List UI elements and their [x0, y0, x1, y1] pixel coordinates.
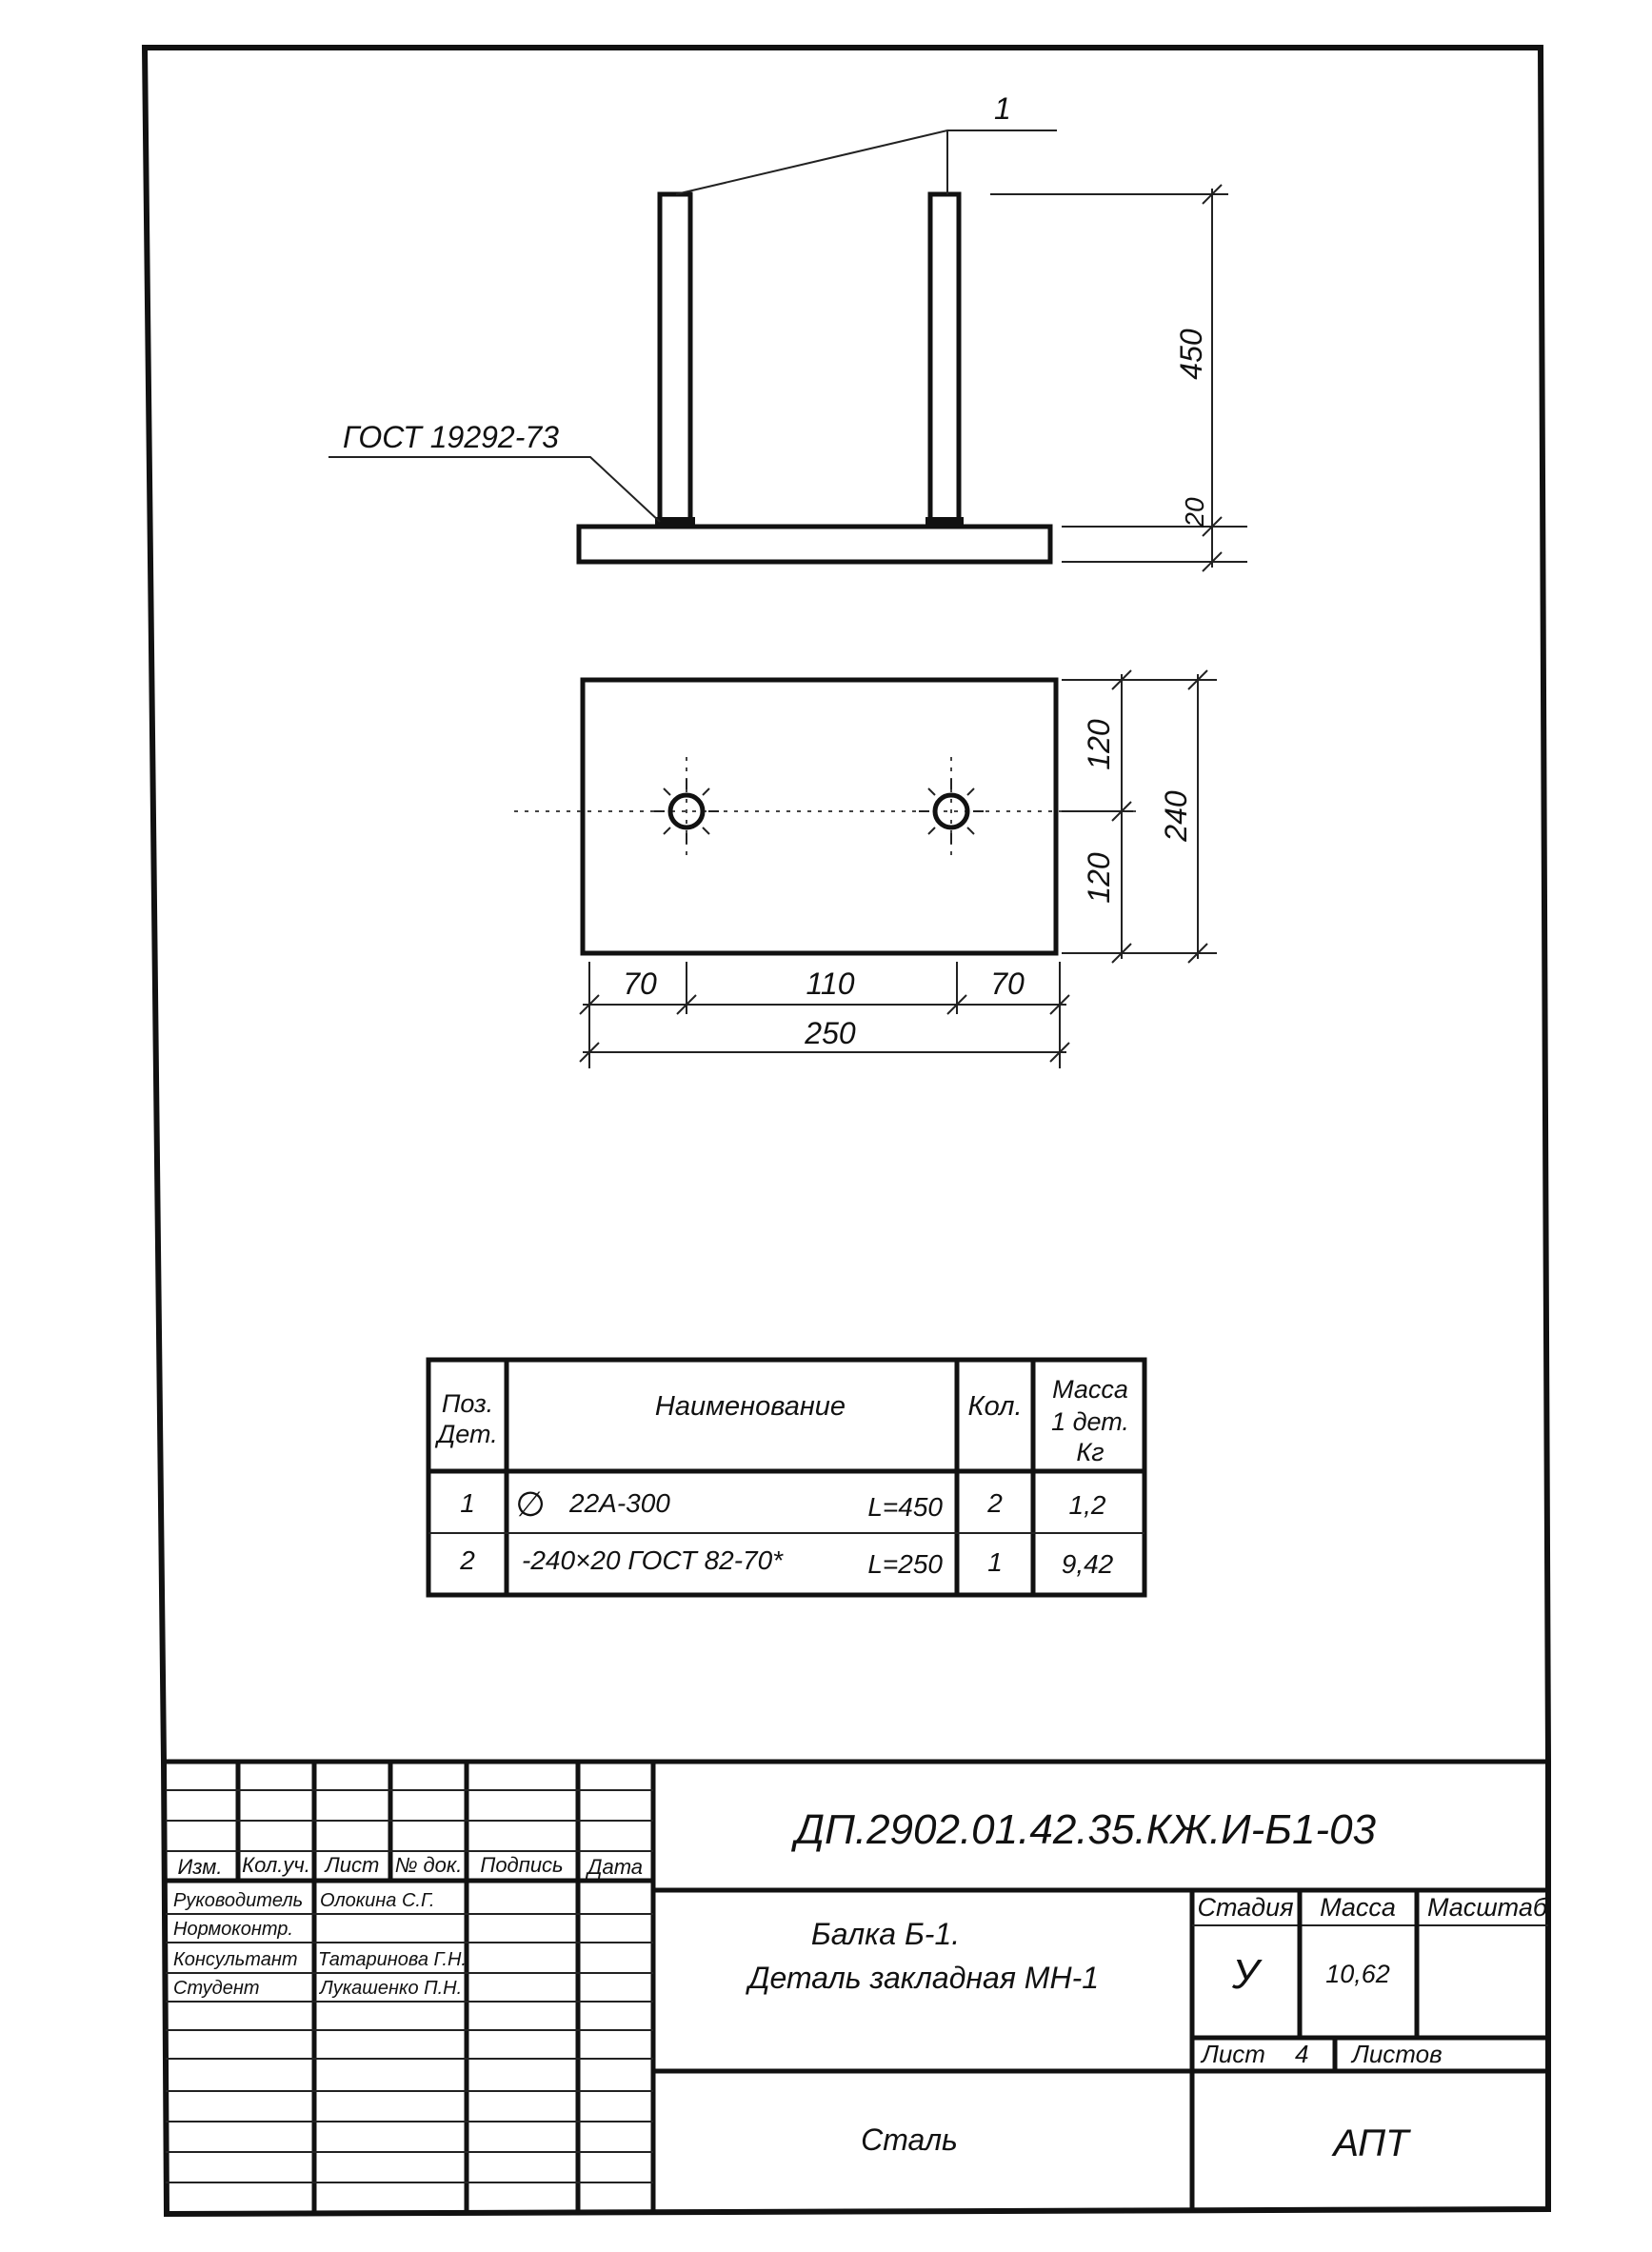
spec-row2-qty: 1	[987, 1547, 1003, 1577]
sheets-label: Листов	[1352, 2040, 1443, 2068]
base-plate-front	[579, 527, 1050, 562]
dim-height-plate: 20	[1180, 497, 1209, 528]
col-header-kol-uch: Кол.уч.	[242, 1853, 310, 1877]
weld-note-leader	[328, 457, 660, 522]
col-header-list: Лист	[325, 1853, 380, 1877]
dim-plate-width: 240	[1159, 790, 1193, 842]
spec-row1-symbol: ∅	[515, 1485, 546, 1524]
spec-header-pos-2: Дет.	[437, 1420, 498, 1448]
spec-row2-mass: 9,42	[1061, 1549, 1114, 1579]
spec-row2-pos: 2	[460, 1545, 475, 1575]
name-student: Лукашенко П.Н.	[320, 1978, 463, 1999]
title-line-1: Балка Б-1.	[810, 1917, 961, 1951]
col-header-signature: Подпись	[480, 1853, 564, 1877]
front-view	[328, 91, 1247, 571]
spec-row1-qty: 2	[987, 1488, 1003, 1518]
anchor-bar-right	[930, 194, 959, 523]
mass-label: Масса	[1320, 1893, 1396, 1922]
spec-header-mass-2: 1 дет.	[1051, 1407, 1129, 1436]
dim-middle: 110	[806, 967, 855, 1001]
mass-value: 10,62	[1325, 1960, 1390, 1988]
dim-height-bar: 450	[1174, 329, 1208, 380]
role-student: Студент	[173, 1978, 260, 1999]
spec-header-pos-1: Поз.	[441, 1389, 494, 1418]
leader-number: 1	[994, 91, 1011, 126]
col-header-date: Дата	[587, 1855, 644, 1879]
dim-right: 70	[990, 967, 1025, 1001]
stage-label: Стадия	[1197, 1893, 1294, 1922]
spec-row1-pos: 1	[460, 1488, 475, 1518]
spec-header-name: Наименование	[654, 1391, 846, 1422]
spec-header-mass-1: Масса	[1052, 1375, 1128, 1404]
spec-row2-name: -240×20 ГОСТ 82-70*	[522, 1545, 784, 1575]
spec-table	[428, 1360, 1144, 1595]
anchor-bar-left	[660, 194, 690, 523]
sheet-value: 4	[1295, 2040, 1309, 2068]
role-consultant: Консультант	[173, 1949, 298, 1970]
organization: АПТ	[1333, 2122, 1409, 2164]
spec-header-qty: Кол.	[967, 1391, 1023, 1422]
dim-total: 250	[805, 1016, 856, 1050]
scale-label: Масштаб	[1426, 1893, 1548, 1922]
dim-left: 70	[623, 967, 657, 1001]
title-line-2: Деталь закладная МН-1	[747, 1961, 1100, 1995]
spec-row2-length: L=250	[867, 1549, 943, 1579]
role-normcontrol: Нормоконтр.	[173, 1919, 293, 1940]
spec-row1-length: L=450	[867, 1492, 943, 1522]
title-block	[164, 1762, 1548, 2211]
col-header-doc: № док.	[394, 1853, 463, 1877]
base-plate-plan	[583, 680, 1056, 953]
drawing-code: ДП.2902.01.42.35.КЖ.И-Б1-03	[794, 1806, 1377, 1853]
spec-row1-mass: 1,2	[1068, 1490, 1106, 1520]
weld-note: ГОСТ 19292-73	[343, 420, 559, 454]
spec-row1-name: 22А-300	[569, 1488, 670, 1518]
leader-line-1	[676, 130, 1057, 194]
name-supervisor: Олокина С.Г.	[320, 1890, 435, 1911]
spec-header-mass-3: Кг	[1076, 1438, 1105, 1466]
stage-value: У	[1231, 1951, 1260, 1998]
material: Сталь	[861, 2122, 958, 2157]
name-consultant: Татаринова Г.Н.	[318, 1949, 467, 1970]
dim-plate-half-top: 120	[1082, 719, 1116, 770]
role-supervisor: Руководитель	[173, 1890, 304, 1911]
dim-plate-half-bottom: 120	[1082, 852, 1116, 904]
plan-view	[514, 670, 1217, 1068]
col-header-izm: Изм.	[177, 1855, 223, 1879]
sheet-label: Лист	[1202, 2040, 1265, 2068]
